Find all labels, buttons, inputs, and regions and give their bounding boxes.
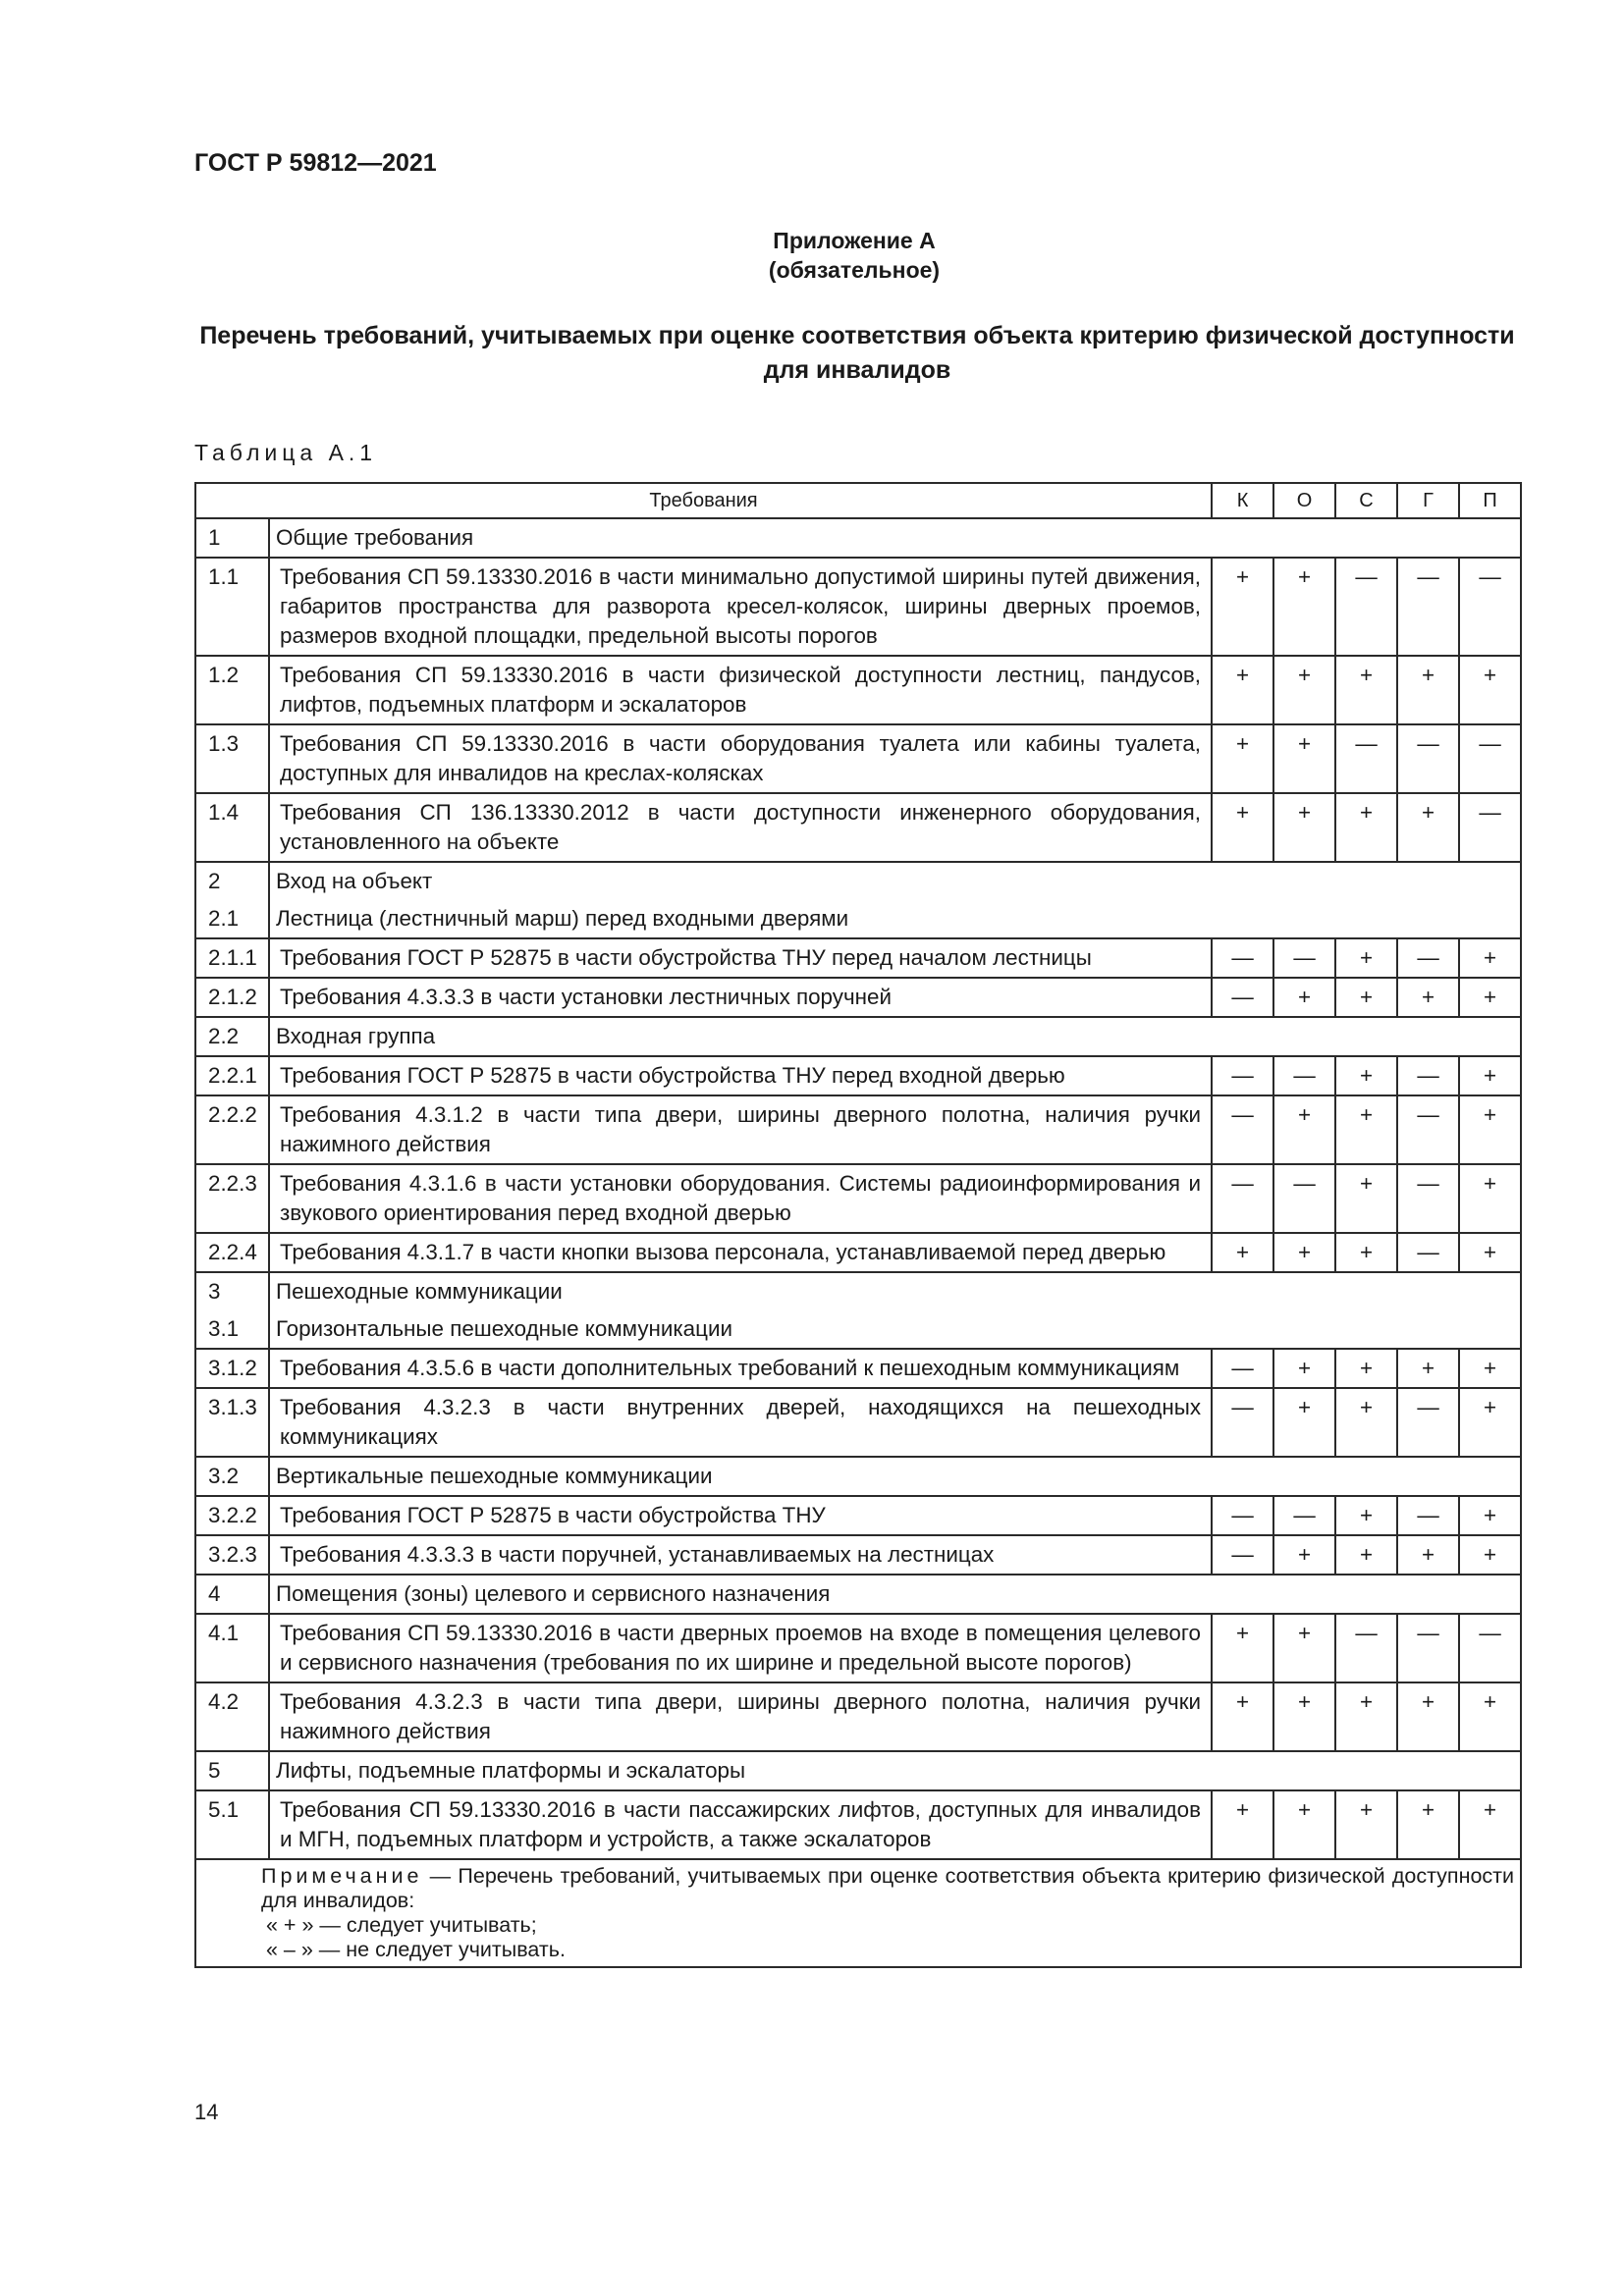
requirement-row [195,1682,1521,1751]
mark-s: + [1335,1535,1397,1575]
mark-g: + [1397,978,1459,1017]
mark-k: + [1212,558,1273,656]
header-k: К [1212,483,1273,518]
requirement-row [195,1388,1521,1457]
requirement-text: Требования 4.3.2.3 в части внутренних дверей, находящихся на пешеходных коммуникациях [269,1388,1212,1457]
mark-k: + [1212,724,1273,793]
mark-s: + [1335,793,1397,862]
requirements-table [194,482,1522,1968]
mark-k: — [1212,1388,1273,1457]
header-p: П [1459,483,1521,518]
mark-g: — [1397,1164,1459,1233]
mark-g: + [1397,656,1459,724]
mark-s: + [1335,1095,1397,1164]
mark-g: + [1397,1790,1459,1859]
mark-p: + [1459,656,1521,724]
mark-p: + [1459,1388,1521,1457]
requirement-number: 2.2.3 [195,1164,269,1233]
mark-s: + [1335,938,1397,978]
group-title: Вход на объект [269,862,1521,900]
mark-o: — [1273,1164,1335,1233]
group-number: 4 [195,1575,269,1614]
group-number: 3.1 [195,1310,269,1349]
mark-g: — [1397,938,1459,978]
requirement-number: 1.4 [195,793,269,862]
mark-p: — [1459,1614,1521,1682]
header-o: О [1273,483,1335,518]
requirement-text: Требования СП 59.13330.2016 в части физической доступности лестниц, пандусов, лифтов, подъемных платформ и эскалаторов [269,656,1212,724]
note-label: Примечание [261,1864,423,1888]
requirement-number: 5.1 [195,1790,269,1859]
group-title: Пешеходные коммуникации [269,1272,1521,1310]
requirement-number: 3.2.2 [195,1496,269,1535]
requirement-text: Требования 4.3.1.2 в части типа двери, ширины дверного полотна, наличия ручки нажимного действия [269,1095,1212,1164]
mark-g: — [1397,1614,1459,1682]
group-number: 5 [195,1751,269,1790]
table-note [195,1859,1521,1967]
requirement-row [195,1535,1521,1575]
group-row [195,862,1521,900]
requirement-text: Требования СП 59.13330.2016 в части минимально допустимой ширины путей движения, габаритов пространства для разворота кресел-колясок, ширины дверных проемов, размеров входной площадки, предельной высоты порогов [269,558,1212,656]
requirement-text: Требования СП 136.13330.2012 в части доступности инженерного оборудования, установленного на объекте [269,793,1212,862]
standard-code: ГОСТ Р 59812—2021 [194,149,437,177]
group-row [195,1751,1521,1790]
requirements-table-wrapper [194,482,1520,1968]
note-minus-line: « – » — не следует учитывать. [266,1938,566,1961]
mark-k: + [1212,1682,1273,1751]
mark-o: + [1273,558,1335,656]
mark-p: + [1459,1682,1521,1751]
mark-o: + [1273,656,1335,724]
group-number: 2.2 [195,1017,269,1056]
mark-p: + [1459,1535,1521,1575]
mark-g: — [1397,1233,1459,1272]
table-body [195,518,1521,1859]
annex-heading [0,226,1624,285]
requirement-text: Требования ГОСТ Р 52875 в части обустройства ТНУ перед входной дверью [269,1056,1212,1095]
requirement-number: 1.1 [195,558,269,656]
note-paragraph [202,1864,1514,1913]
mark-p: — [1459,558,1521,656]
requirement-row [195,1056,1521,1095]
requirement-number: 2.2.4 [195,1233,269,1272]
mark-k: — [1212,1164,1273,1233]
group-title: Входная группа [269,1017,1521,1056]
mark-g: + [1397,1535,1459,1575]
mark-s: + [1335,1233,1397,1272]
page-number: 14 [194,2100,219,2124]
mark-s: + [1335,1388,1397,1457]
mark-o: + [1273,1790,1335,1859]
mark-g: — [1397,1056,1459,1095]
requirement-text: Требования СП 59.13330.2016 в части дверных проемов на входе в помещения целевого и сервисного назначения (требования по их ширине и предельной высоте порогов) [269,1614,1212,1682]
mark-p: + [1459,1164,1521,1233]
group-row [195,900,1521,938]
table-caption: Таблица А.1 [194,440,378,465]
mark-g: — [1397,1388,1459,1457]
requirement-number: 4.2 [195,1682,269,1751]
requirement-row [195,1790,1521,1859]
group-title: Лестница (лестничный марш) перед входными дверями [269,900,1521,938]
document-title: Перечень требований, учитываемых при оценке соответствия объекта критерию физической доступности для инвалидов [199,322,1515,384]
mark-o: + [1273,1233,1335,1272]
mark-o: — [1273,938,1335,978]
mark-s: + [1335,1164,1397,1233]
group-number: 1 [195,518,269,558]
note-plus-line: « + » — следует учитывать; [266,1913,537,1937]
mark-s: + [1335,656,1397,724]
group-number: 2 [195,862,269,900]
mark-s: + [1335,978,1397,1017]
requirement-row [195,1164,1521,1233]
requirement-text: Требования 4.3.3.3 в части поручней, устанавливаемых на лестницах [269,1535,1212,1575]
mark-s: — [1335,724,1397,793]
requirement-row [195,978,1521,1017]
requirement-number: 1.3 [195,724,269,793]
mark-g: — [1397,724,1459,793]
mark-s: + [1335,1496,1397,1535]
mark-g: — [1397,1095,1459,1164]
requirement-number: 2.1.2 [195,978,269,1017]
annex-title: Приложение А [773,228,936,253]
note-text: — Перечень требований, учитываемых при оценке соответствия объекта критерию физической доступности для инвалидов: [261,1864,1515,1912]
mark-p: + [1459,978,1521,1017]
mark-k: — [1212,938,1273,978]
table-note-row [195,1859,1521,1967]
group-row [195,1457,1521,1496]
mark-p: — [1459,793,1521,862]
mark-p: — [1459,724,1521,793]
group-row [195,518,1521,558]
group-number: 3.2 [195,1457,269,1496]
requirement-text: Требования 4.3.1.7 в части кнопки вызова персонала, устанавливаемой перед дверью [269,1233,1212,1272]
mark-k: — [1212,1535,1273,1575]
requirement-number: 1.2 [195,656,269,724]
requirement-row [195,1233,1521,1272]
requirement-text: Требования 4.3.5.6 в части дополнительных требований к пешеходным коммуникациям [269,1349,1212,1388]
mark-k: + [1212,1614,1273,1682]
mark-p: + [1459,1790,1521,1859]
mark-o: + [1273,1349,1335,1388]
mark-o: + [1273,724,1335,793]
mark-o: — [1273,1056,1335,1095]
mark-p: + [1459,1095,1521,1164]
requirement-text: Требования СП 59.13330.2016 в части оборудования туалета или кабины туалета, доступных для инвалидов на креслах-колясках [269,724,1212,793]
mark-g: + [1397,1682,1459,1751]
group-title: Вертикальные пешеходные коммуникации [269,1457,1521,1496]
mark-o: + [1273,1614,1335,1682]
mark-k: — [1212,1095,1273,1164]
mark-p: + [1459,1349,1521,1388]
mark-g: + [1397,793,1459,862]
mark-k: + [1212,1790,1273,1859]
header-s: С [1335,483,1397,518]
mark-p: + [1459,1233,1521,1272]
mark-k: — [1212,1056,1273,1095]
requirement-row [195,793,1521,862]
requirement-number: 2.1.1 [195,938,269,978]
requirement-text: Требования ГОСТ Р 52875 в части обустройства ТНУ перед началом лестницы [269,938,1212,978]
group-title: Помещения (зоны) целевого и сервисного назначения [269,1575,1521,1614]
mark-g: — [1397,1496,1459,1535]
mark-k: + [1212,793,1273,862]
requirement-row [195,558,1521,656]
requirement-row [195,938,1521,978]
mark-g: + [1397,1349,1459,1388]
requirement-row [195,724,1521,793]
mark-p: + [1459,938,1521,978]
mark-k: — [1212,1496,1273,1535]
mark-s: — [1335,558,1397,656]
mark-p: + [1459,1056,1521,1095]
header-g: Г [1397,483,1459,518]
requirement-number: 2.2.2 [195,1095,269,1164]
requirement-row [195,1614,1521,1682]
requirement-text: Требования ГОСТ Р 52875 в части обустройства ТНУ [269,1496,1212,1535]
mark-k: + [1212,656,1273,724]
table-header-row [195,483,1521,518]
mark-o: + [1273,793,1335,862]
requirement-number: 3.1.3 [195,1388,269,1457]
header-requirements: Требования [195,483,1212,518]
group-row [195,1272,1521,1310]
group-title: Лифты, подъемные платформы и эскалаторы [269,1751,1521,1790]
mark-k: — [1212,1349,1273,1388]
requirement-text: Требования 4.3.2.3 в части типа двери, ширины дверного полотна, наличия ручки нажимного действия [269,1682,1212,1751]
requirement-text: Требования 4.3.3.3 в части установки лестничных поручней [269,978,1212,1017]
mark-o: — [1273,1496,1335,1535]
mark-o: + [1273,978,1335,1017]
group-title: Общие требования [269,518,1521,558]
mark-s: — [1335,1614,1397,1682]
requirement-text: Требования СП 59.13330.2016 в части пассажирских лифтов, доступных для инвалидов и МГН, подъемных платформ и устройств, а также эскалаторов [269,1790,1212,1859]
group-number: 2.1 [195,900,269,938]
mark-g: — [1397,558,1459,656]
group-title: Горизонтальные пешеходные коммуникации [269,1310,1521,1349]
requirement-number: 4.1 [195,1614,269,1682]
mark-s: + [1335,1790,1397,1859]
requirement-number: 3.1.2 [195,1349,269,1388]
requirement-number: 3.2.3 [195,1535,269,1575]
requirement-row [195,656,1521,724]
mark-k: + [1212,1233,1273,1272]
requirement-row [195,1095,1521,1164]
mark-s: + [1335,1056,1397,1095]
mark-o: + [1273,1095,1335,1164]
requirement-row [195,1496,1521,1535]
mark-s: + [1335,1682,1397,1751]
requirement-number: 2.2.1 [195,1056,269,1095]
group-row [195,1017,1521,1056]
annex-status: (обязательное) [768,257,941,283]
group-number: 3 [195,1272,269,1310]
group-row [195,1575,1521,1614]
mark-o: + [1273,1535,1335,1575]
requirement-text: Требования 4.3.1.6 в части установки оборудования. Системы радиоинформирования и звукового ориентирования перед входной дверью [269,1164,1212,1233]
mark-s: + [1335,1349,1397,1388]
mark-o: + [1273,1388,1335,1457]
requirement-row [195,1349,1521,1388]
mark-p: + [1459,1496,1521,1535]
mark-k: — [1212,978,1273,1017]
mark-o: + [1273,1682,1335,1751]
group-row [195,1310,1521,1349]
